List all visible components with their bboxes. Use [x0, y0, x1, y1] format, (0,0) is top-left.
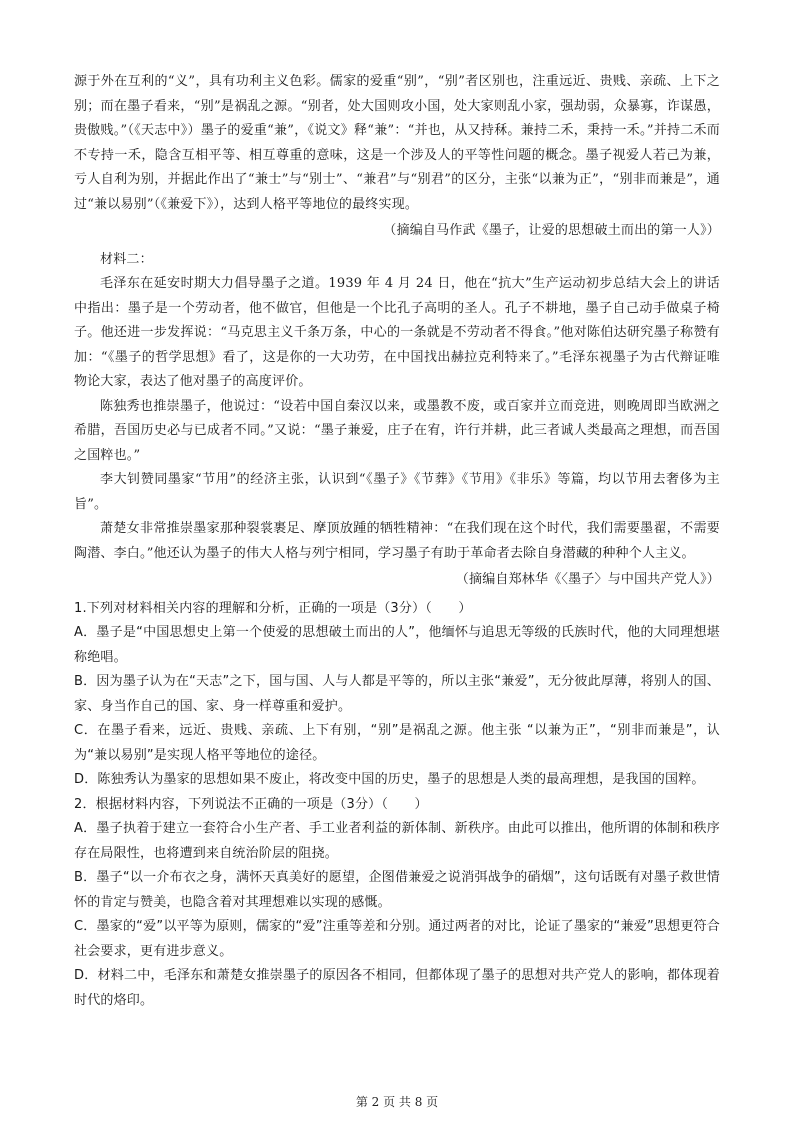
- question1-option-a: A．墨子是“中国思想史上第一个使爱的思想破土而出的人”，他缅怀与追思无等级的氏族时代，他的大同理想堪称绝唱。: [74, 625, 720, 665]
- material2-paragraph: 萧楚女非常推崇墨家那种裂裳裹足、摩顶放踵的牺牲精神：“在我们现在这个时代，我们需要墨翟，不需要陶潜、李白。”他还认为墨子的伟大人格与列宁相同，学习墨子有助于革命者去除自身潜藏的种种个人主义。: [74, 521, 720, 561]
- question2-option-a: A．墨子执着于建立一套符合小生产者、手工业者利益的新体制、新秩序。由此可以推出，他所谓的体制和秩序存在局限性，也将遭到来自统治阶层的阻挠。: [74, 821, 720, 861]
- material2-paragraph: 陈独秀也推崇墨子，他说过：“设若中国自秦汉以来，或墨教不废，或百家并立而竞进，则晚周即当欧洲之希腊，吾国历史必与已成者不同。”又说：“墨子兼爱，庄子在宥，许行并耕，此三者诚人类最高之理想，而吾国之国粹也。”: [74, 398, 720, 463]
- question1-option-b: B．因为墨子认为在“天志”之下，国与国、人与人都是平等的，所以主张“兼爱”，无分彼此厚薄，将别人的国、家、身当作自己的国、家、身一样尊重和爱护。: [74, 674, 720, 714]
- question2-option-d: D．材料二中，毛泽东和萧楚女推崇墨子的原因各不相同，但都体现了墨子的思想对共产党人的影响，都体现着时代的烙印。: [74, 968, 720, 1008]
- question2-option-b: B．墨子“以一介布衣之身，满怀天真美好的愿望，企图借兼爱之说消弭战争的硝烟”，这句话既有对墨子救世情怀的肯定与赞美，也隐含着对其理想难以实现的感慨。: [74, 870, 720, 910]
- question2-option-c: C．墨家的“爱”以平等为原则，儒家的“爱”注重等差和分别。通过两者的对比，论证了墨家的“兼爱”思想更符合社会要求，更有进步意义。: [74, 919, 720, 959]
- material1-source: （摘编自马作武《墨子，让爱的思想破土而出的第一人》）: [383, 223, 720, 238]
- material1-paragraph: 源于外在互利的“义”，具有功利主义色彩。儒家的爱重“别”，“别”者区别也，注重远近、贵贱、亲疏、上下之别；而在墨子看来，“别”是祸乱之源。“别者，处大国则攻小国，处大家则乱小家，强劫弱，众暴寡，诈谋愚，贵傲贱。”（《天志中》）墨子的爱重“兼”，《说文》释“兼”：“并也，从又持秝。兼持二禾，秉持一禾。”并持二禾而不专持一禾，隐含互相平等、相互尊重的意味，这是一个涉及人的平等性问题的概念。墨子视爱人若己为兼，亏人自利为别，并据此作出了“兼士”与“别士”、“兼君”与“别君”的区分，主张“以兼为正”，“别非而兼是”，通过“兼以易别”（《兼爱下》），达到人格平等地位的最终实现。: [74, 74, 720, 212]
- question1-stem: 1.下列对材料相关内容的理解和分析，正确的一项是（3分）（ ）: [74, 600, 472, 616]
- question1-option-c: C．在墨子看来，远近、贵贱、亲疏、上下有别，“别”是祸乱之源。他主张 “以兼为正”，“别非而兼是”，认为“兼以易别”是实现人格平等地位的途径。: [74, 723, 720, 763]
- material2-paragraph: 毛泽东在延安时期大力倡导墨子之道。1939 年 4 月 24 日，他在“抗大”生产运动初步总结大会上的讲话中指出：墨子是一个劳动者，他不做官，但他是一个比孔子高明的圣人。孔子不耕地，墨子自己动手做桌子椅子。他还进一步发挥说：“马克思主义千条万条，中心的一条就是不劳动者不得食。”他对陈伯达研究墨子称赞有加：“《墨子的哲学思想》看了，这是你的一大功劳，在中国找出赫拉克利特来了。”毛泽东视墨子为古代辩证唯物论大家，表达了他对墨子的高度评价。: [74, 276, 720, 389]
- question1-option-d: D．陈独秀认为墨家的思想如果不废止，将改变中国的历史，墨子的思想是人类的最高理想，是我国的国粹。: [74, 772, 705, 787]
- question2-stem: 2．根据材料内容，下列说法不正确的一项是（3分）（ ）: [74, 796, 428, 812]
- material2-paragraph: 李大钊赞同墨家“节用”的经济主张，认识到“《墨子》《节葬》《节用》《非乐》等篇，均以节用去奢侈为主旨”。: [74, 472, 720, 512]
- material2-heading: 材料二：: [100, 251, 153, 267]
- page-number: 第 2 页 共 8 页: [355, 1095, 439, 1109]
- material2-source: （摘编自郑林华《〈墨子〉与中国共产党人》）: [455, 572, 720, 587]
- document-page: [74, 70, 720, 1013]
